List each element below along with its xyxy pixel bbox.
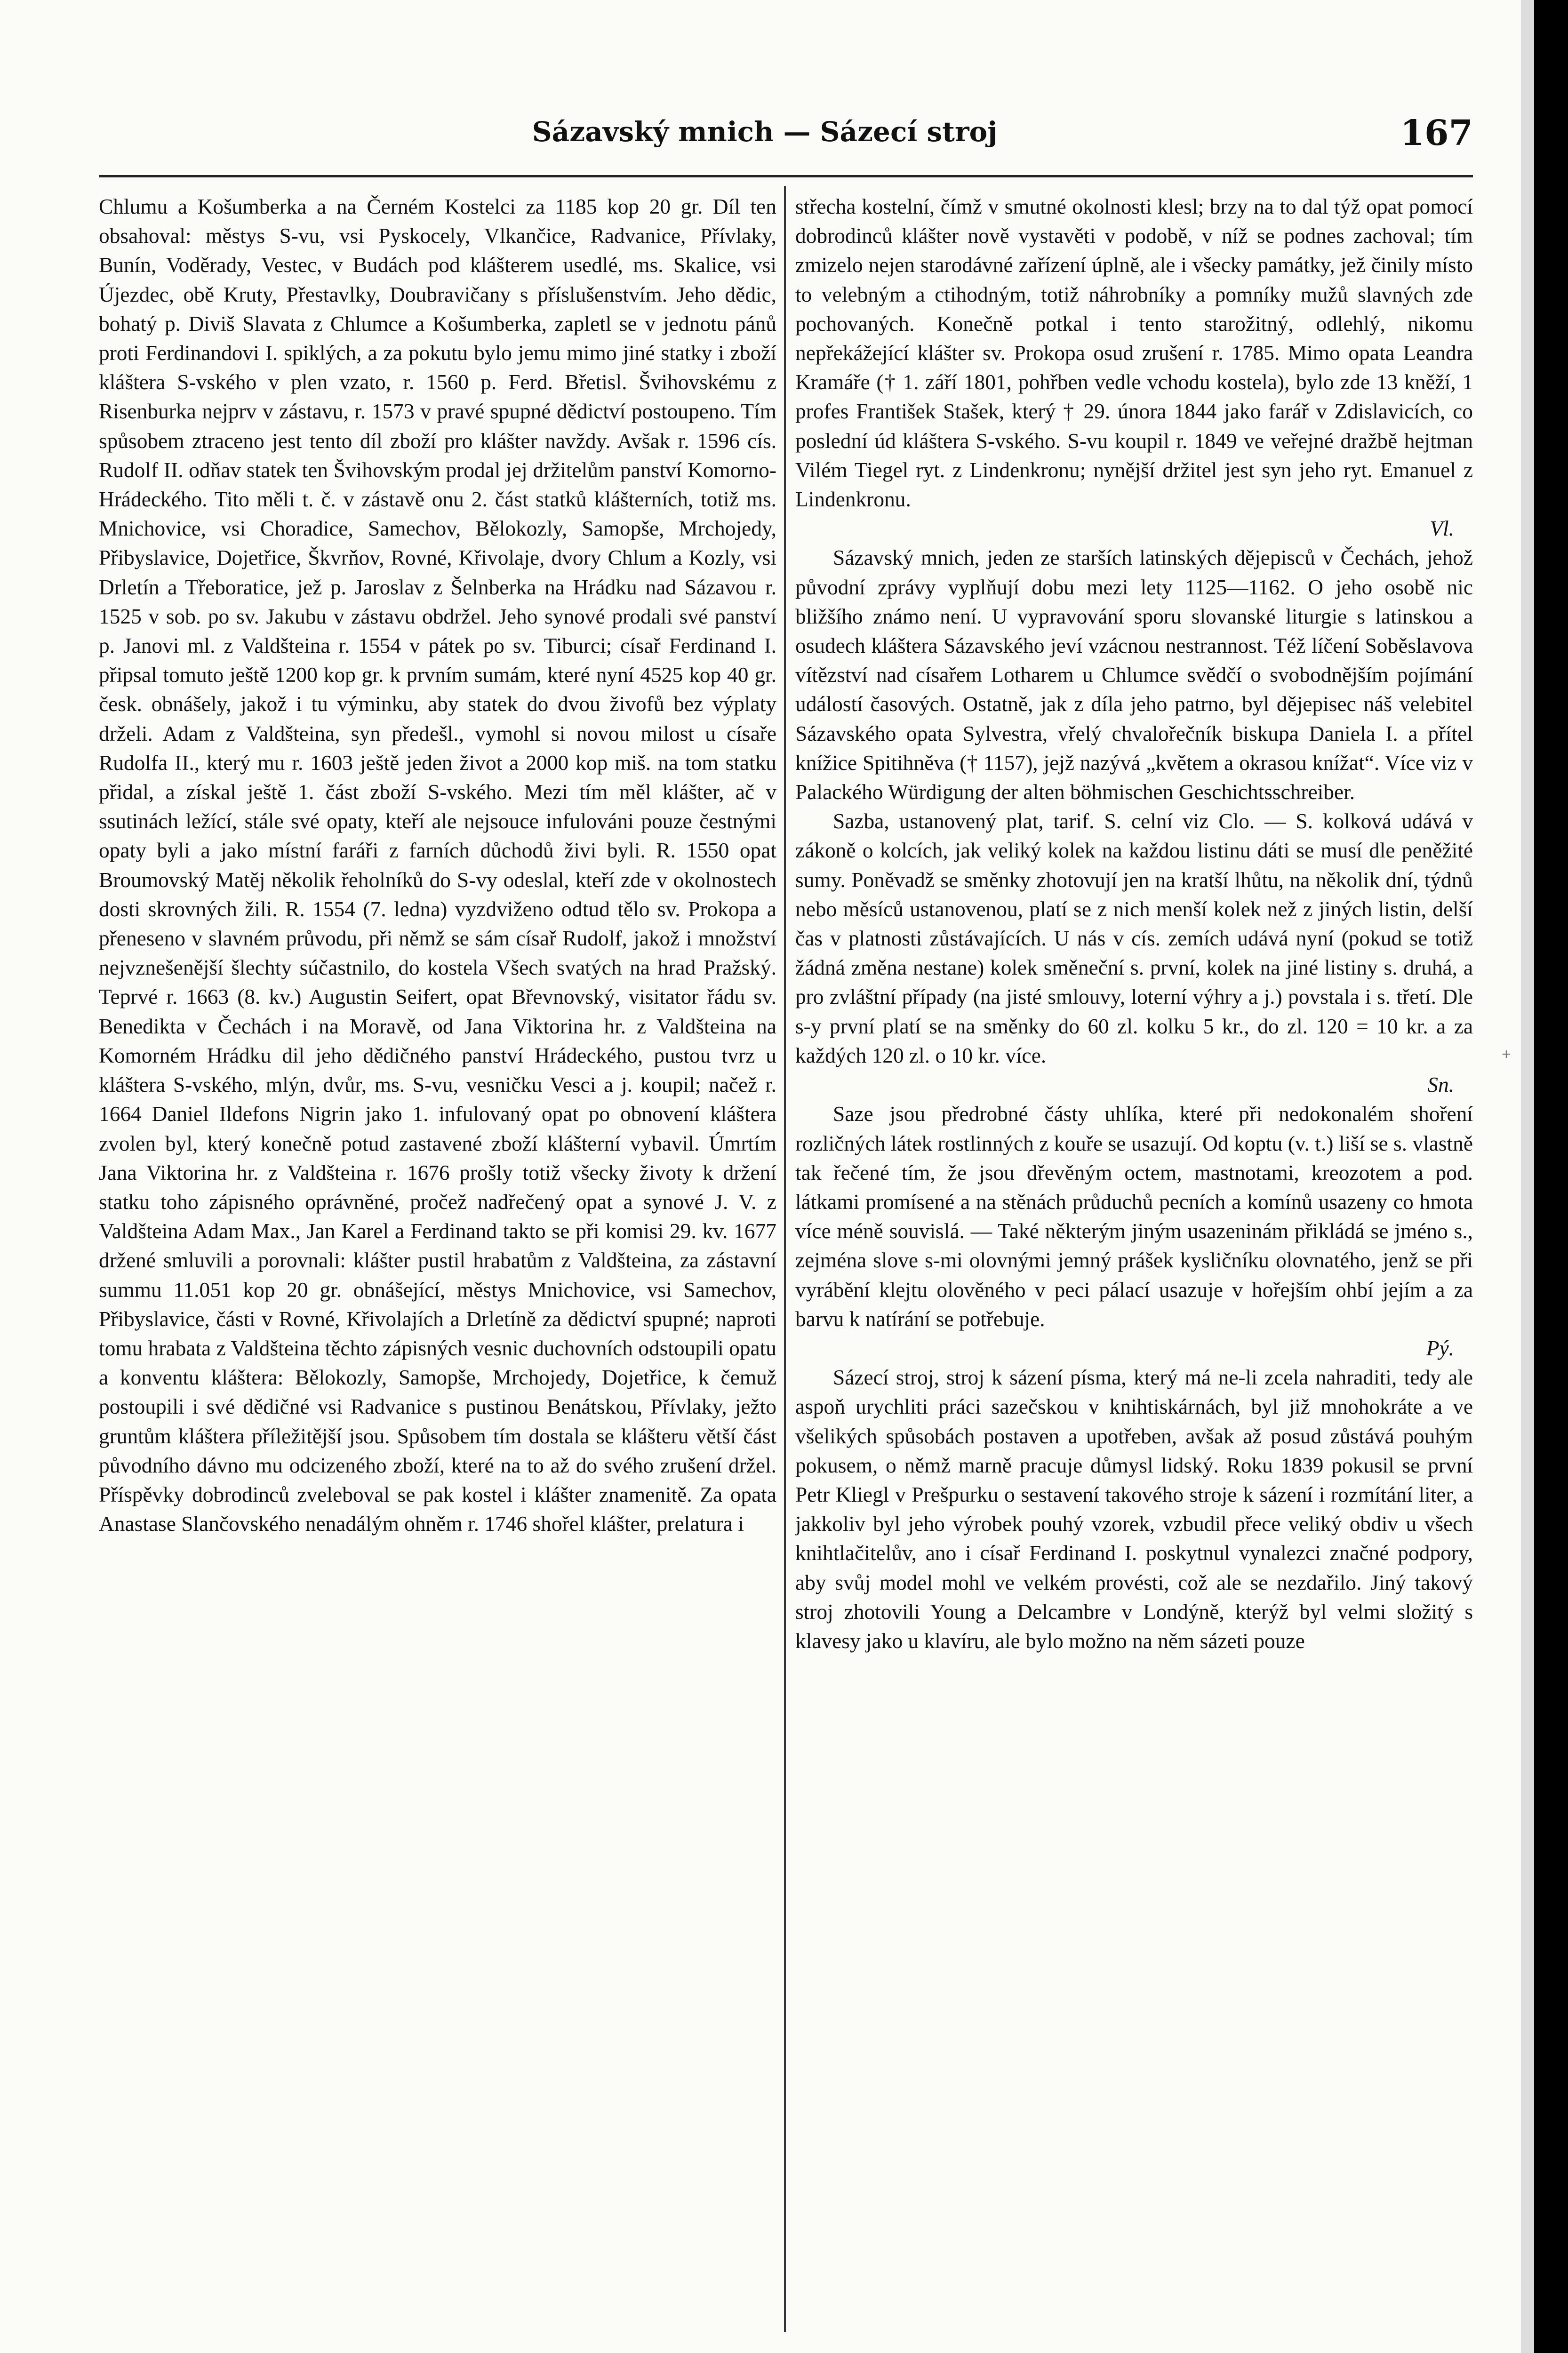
right-column: [795, 192, 1473, 2338]
margin-mark: +: [1501, 1047, 1512, 1061]
author-signature: Vl.: [1430, 517, 1454, 541]
page-header: [56, 113, 1473, 168]
header-rule: [99, 175, 1473, 177]
running-head: Sázavský mnich — Sázecí stroj: [532, 116, 998, 148]
entry-sazeci-stroj: Sázecí stroj, stroj k sázení písma, který má ne-li zcela nahraditi, tedy ale aspoň urychliti práci sazečskou v knihtiskárnách, byl již mnohokráte a ve všelikých spůsobách postaven a upotřeben, avšak až posud zůstává pouhým pokusem, o němž marně pracuje důmysl lidský. Roku 1839 pokusil se první Petr Kliegl v Prešpurku o sestavení takového stroje k sázení i rozmítání liter, a jakkoliv byl jeho výrobek pouhý vzorek, vzbudil přece veliký obdiv u všech knihtlačitelův, ano i císař Ferdinand I. poskytnul vynalezci značné podpory, aby svůj model mohl ve velkém provésti, což ale se nezdařilo. Jiný takový stroj zhotovili Young a Delcambre v Londýně, kterýž byl velmi složitý s klavesy jako u klavíru, ale bylo možno na něm sázeti pouze: [795, 1366, 1473, 1653]
column-divider: [784, 186, 786, 2332]
entry-sazavsky-mnich: Sázavský mnich, jeden ze starších latinských dějepisců v Čechách, jehož původní zprávy vyplňují dobu mezi lety 1125—1162. O jeho osobě nic bližšího známo není. U vypravování sporu slovanské liturgie s latinskou a osudech kláštera Sázavského jeví vzácnou nestrannost. Též líčení Soběslavova vítězství nad císařem Lotharem u Chlumce svědčí o svobodnějším pojímání událostí časových. Ostatně, jak z díla jeho patrno, byl dějepisec náš velebitel Sázavského opata Sylvestra, vřelý chvalořečník biskupa Daniela I. a přítel knížice Spitihněva († 1157), jejž nazývá „květem a okrasou knížat“. Více viz v Palackého Würdigung der alten böhmischen Geschichtsschreiber.: [795, 546, 1473, 804]
author-signature: Sn.: [1427, 1073, 1454, 1097]
continued-entry-end: střecha kostelní, čímž v smutné okolnosti klesl; brzy na to dal týž opat pomocí dobrodinců klášter nově vystavěti v podobě, v níž se podnes zachoval; tím zmizelo nejen starodávné zařízení úplně, ale i všecky památky, jež činily místo to velebným a ctihodným, totiž náhrobníky a pomníky mužů slavných zde pochovaných. Konečně potkal i tento starožitný, odlehlý, nikomu nepřekážející klášter sv. Prokopa osud zrušení r. 1785. Mimo opata Leandra Kramáře († 1. září 1801, pohřben vedle vchodu kostela), bylo zde 13 kněží, 1 profes František Stašek, který † 29. února 1844 jako farář v Zdislavicích, co poslední úd kláštera S-vského. S-vu koupil r. 1849 ve veřejné dražbě hejtman Vilém Tiegel ryt. z Lindenkronu; nynější držitel jest syn jeho ryt. Emanuel z Lindenkronu.: [795, 195, 1473, 512]
continued-entry-text: Chlumu a Košumberka a na Černém Kostelci za 1185 kop 20 gr. Díl ten obsahoval: městys S-vu, vsi Pyskocely, Vlkančice, Radvanice, Přívlaky, Bunín, Voděrady, Vestec, v Budách pod klášterem usedlé, ms. Skalice, vsi Újezdec, obě Kruty, Přestavlky, Doubravičany s příslušenstvím. Jeho dědic, bohatý p. Diviš Slavata z Chlumce a Košumberka, zapletl se v jednotu pánů proti Ferdinandovi I. spiklých, a za pokutu bylo jemu mimo jiné statky i zboží kláštera S-vského v plen vzato, r. 1560 p. Ferd. Břetisl. Švihovskému z Risenburka nejprv v zástavu, r. 1573 v pravé spupné dědictví postoupeno. Tím spůsobem ztraceno jest tento díl zboží pro klášter navždy. Avšak r. 1596 cís. Rudolf II. odňav statek ten Švihovským prodal jej držitelům panství Komorno-Hrádeckého. Tito měli t. č. v zástavě onu 2. část statků klášterních, totiž ms. Mnichovice, vsi Choradice, Samechov, Bělokozly, Samopše, Mrchojedy, Přibyslavice, Dojetřice, Škvrňov, Rovné, Křivolaje, dvory Chlum a Kozly, vsi Drletín a Třeboratice, jež p. Jaroslav z Šelnberka na Hrádku nad Sázavou r. 1525 v sob. po sv. Jakubu v zástavu obdržel. Jeho synové prodali své panství p. Janovi ml. z Valdšteina r. 1554 v pátek po sv. Tiburci; císař Ferdinand I. připsal tomuto ještě 1200 kop gr. k prvním sumám, které nyní 4525 kop 40 gr. česk. obnášely, jakož i tu výminku, aby statek do dvou živofů bez výplaty drželi. Adam z Valdšteina, syn předešl., vymohl si novou milost u císaře Rudolfa II., který mu r. 1603 ještě jeden život a 2000 kop miš. na tom statku přidal, a získal ještě 1. část zboží S-vského. Mezi tím měl klášter, ač v ssutinách ležící, stále své opaty, kteří ale nejsouce infulováni pouze čestnými opaty byli a jako místní faráři z farních důchodů živi byli. R. 1550 opat Broumovský Matěj několik řeholníků do S-vy odeslal, kteří zde v okolnostech dosti skrovných žili. R. 1554 (7. ledna) vyzdviženo odtud tělo sv. Prokopa a přeneseno v slavném průvodu, při němž se sám císař Rudolf, jakož i množství nejvznešenější šlechty súčastnilo, do kostela Všech svatých na hrad Pražský. Teprvé r. 1663 (8. kv.) Augustin Seifert, opat Břevnovský, visitator řádu sv. Benedikta v Čechách i na Moravě, od Jana Viktorina hr. z Valdšteina na Komorném Hrádku dil jeho dědičného panství Hrádeckého, pustou tvrz u kláštera S-vského, mlýn, dvůr, ms. S-vu, vesničku Vesci a j. koupil; načež r. 1664 Daniel Ildefons Nigrin jako 1. infulovaný opat po obnovení kláštera zvolen byl, který konečně potud zastavené zboží klášterní vybavil. Úmrtím Jana Viktorina hr. z Valdšteina r. 1676 prošly totiž všecky životy k držení statku toho zápisného oprávněné, pročež nadřečený opat a synové J. V. z Valdšteina Adam Max., Jan Karel a Ferdinand takto se při komisi 29. kv. 1677 držené smluvili a porovnali: klášter pustil hrabatům z Valdšteina, za zástavní summu 11.051 kop 20 gr. obnášející, městys Mnichovice, vsi Samechov, Přibyslavice, části v Rovné, Křivolajích a Drletíně za dědictví spupné; naproti tomu hrabata z Valdšteina těchto zápisných vesnic duchovních odstoupili opatu a konventu kláštera: Bělokozly, Samopše, Mrchojedy, Dojetřice, k čemuž postoupili i své dědičné vsi Radvanice s pustinou Benátskou, Přívlaky, ježto gruntům kláštera příležitější jsou. Spůsobem tím dostala se klášteru větší část původního dávno mu odcizeného zboží, které na to až do svého zrušení držel. Příspěvky dobrodinců zveleboval se pak kostel i klášter znamenitě. Za opata Anastase Slančovského nenadálým ohněm r. 1746 shořel klášter, prelatura i: [99, 195, 776, 1536]
left-column: [99, 192, 776, 2338]
entry-sazba: Sazba, ustanovený plat, tarif. S. celní viz Clo. — S. kolková udává v zákoně o kolcích, jak veliký kolek na každou listinu dáti se musí dle peněžité sumy. Poněvadž se směnky zhotovují jen na kratší lhůtu, na několik dní, týdnů nebo měsíců ustanovenou, platí se z nich menší kolek než z jiných listin, delší čas v platnosti zůstávajících. U nás v cís. zemích udává nyní (pokud se totiž žádná změna nestane) kolek směneční s. první, kolek na jiné listiny s. druhá, a pro zvláštní případy (na jisté smlouvy, loterní výhry a j.) povstala i s. třetí. Dle s-y první platí se na směnky do 60 zl. kolku 5 kr., do zl. 120 = 10 kr. a za každých 120 zl. o 10 kr. více.: [795, 809, 1473, 1067]
page-number: 167: [1400, 113, 1473, 153]
entry-saze: Saze jsou předrobné částy uhlíka, které při nedokonalém shoření rozličných látek rostlinných z kouře se usazují. Od koptu (v. t.) liší se s. vlastně tak řečené tím, že jsou dřevěným octem, mastnotami, kreozotem a pod. látkami promísené a na stěnách průduchů pecních a komínů usazeny co hmota více méně souvislá. — Také některým jiným usazeninám přikládá se jméno s., zejména slove s-mi olovnými jemný prášek kysličníku olovnatého, jenž se při vyrábění klejtu olověného v peci pálací usazuje v hořejším ohbí jejím a za barvu k natírání se potřebuje.: [795, 1102, 1473, 1331]
author-signature: Pý.: [1426, 1336, 1454, 1360]
scan-edge: [1521, 0, 1534, 2353]
